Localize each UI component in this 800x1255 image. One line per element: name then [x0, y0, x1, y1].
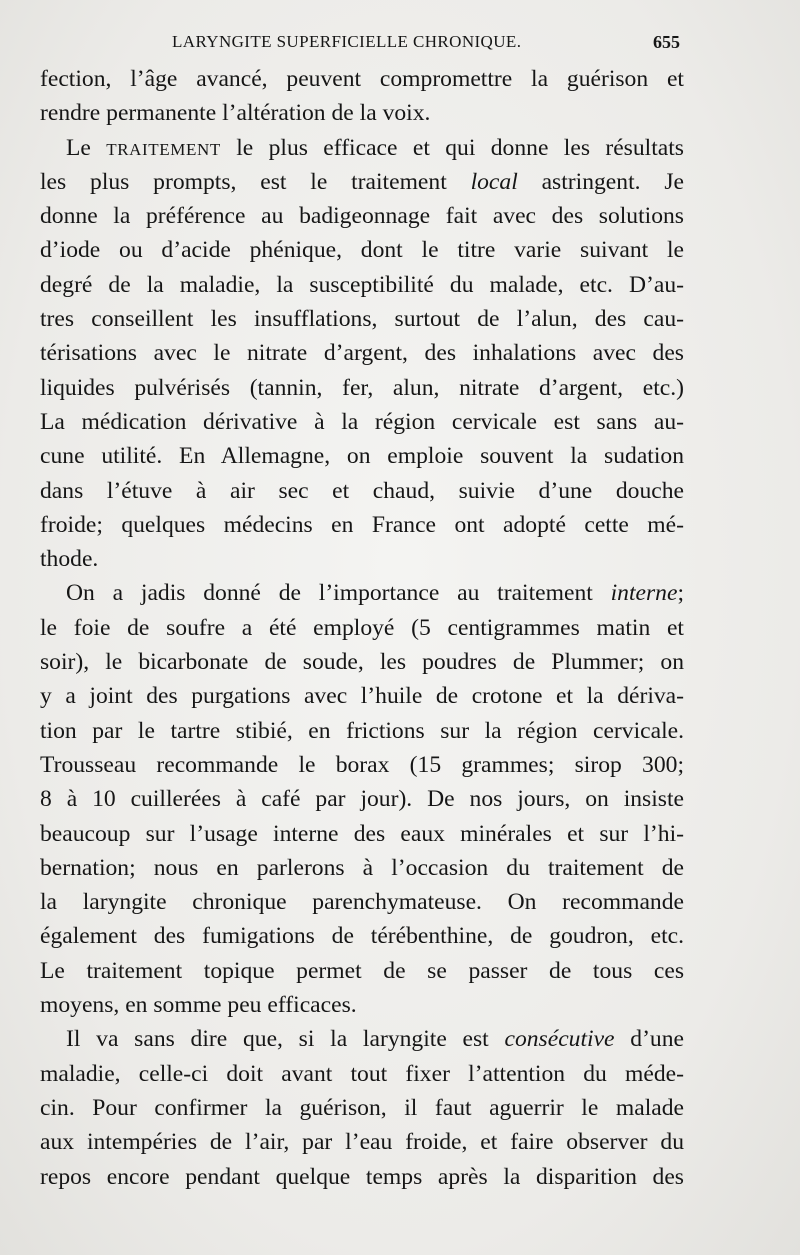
- text-line: froide; quelques médecins en France ont adopté cette mé-: [40, 511, 684, 538]
- text-line: y a joint des purgations avec l’huile de crotone et la dériva-: [40, 683, 684, 710]
- page-header: [150, 28, 680, 58]
- text-line: fection, l’âge avancé, peuvent compromettre la guérison et: [40, 66, 684, 92]
- paragraph-traitement: [40, 131, 684, 165]
- text-run: Le: [66, 134, 107, 161]
- text-run: les plus prompts, est le traitement: [40, 168, 471, 195]
- text-line: bernation; nous en parlerons à l’occasion du traitement de: [40, 854, 684, 881]
- text-line: maladie, celle-ci doit avant tout fixer l’attention du méde-: [40, 1060, 684, 1087]
- text-line: donne la préférence au badigeonnage fait avec des solutions: [40, 203, 684, 230]
- italic-term: local: [470, 168, 518, 195]
- text-line: rendre permanente l’altération de la voix.: [40, 100, 431, 127]
- small-caps-heading: traitement: [106, 134, 221, 161]
- running-title: LARYNGITE SUPERFICIELLE CHRONIQUE.: [172, 32, 522, 51]
- text-line: cin. Pour confirmer la guérison, il faut aguerrir le malade: [40, 1094, 684, 1121]
- text-line: moyens, en somme peu efficaces.: [40, 992, 357, 1019]
- text-line: degré de la maladie, la susceptibilité du malade, etc. D’au-: [40, 271, 684, 298]
- text-run: d’une: [614, 1026, 684, 1053]
- italic-term: interne: [610, 580, 678, 607]
- text-line: [40, 165, 684, 199]
- text-line: cune utilité. En Allemagne, on emploie souvent la sudation: [40, 443, 684, 470]
- text-line: soir), le bicarbonate de soude, les poudres de Plummer; on: [40, 649, 684, 676]
- text-line: liquides pulvérisés (tannin, fer, alun, nitrate d’argent, etc.): [40, 374, 684, 401]
- text-line: La médication dérivative à la région cervicale est sans au-: [40, 408, 684, 435]
- text-line: d’iode ou d’acide phénique, dont le titre varie suivant le: [40, 237, 684, 264]
- text-line: Le traitement topique permet de se passer de tous ces: [40, 957, 684, 984]
- italic-term: consécutive: [504, 1026, 615, 1053]
- paragraph-interne: [40, 576, 684, 610]
- body-text: [40, 62, 684, 1194]
- text-line: dans l’étuve à air sec et chaud, suivie d’une douche: [40, 477, 684, 504]
- text-line: tres conseillent les insufflations, surtout de l’alun, des cau-: [40, 306, 684, 333]
- text-line: Trousseau recommande le borax (15 grammes; sirop 300;: [40, 751, 684, 778]
- text-line: également des fumigations de térébenthine, de goudron, etc.: [40, 923, 684, 950]
- text-line: thode.: [40, 546, 99, 573]
- text-line: aux intempéries de l’air, par l’eau froide, et faire observer du: [40, 1129, 684, 1156]
- text-run: Il va sans dire que, si la laryngite est: [66, 1026, 505, 1053]
- text-line: la laryngite chronique parenchymateuse. On recommande: [40, 889, 684, 916]
- text-run: astringent. Je: [517, 168, 684, 195]
- text-line: le foie de soufre a été employé (5 centigrammes matin et: [40, 614, 684, 641]
- text-run: le plus efficace et qui donne les résultats: [220, 134, 684, 161]
- paragraph-consecutive: [40, 1022, 684, 1056]
- text-line: repos encore pendant quelque temps après la disparition des: [40, 1163, 684, 1190]
- text-line: tion par le tartre stibié, en frictions sur la région cervicale.: [40, 717, 684, 744]
- text-run: ;: [677, 580, 684, 607]
- page-number: 655: [653, 32, 680, 52]
- text-run: On a jadis donné de l’importance au traitement: [66, 580, 611, 607]
- text-line: 8 à 10 cuillerées à café par jour). De nos jours, on insiste: [40, 786, 684, 813]
- text-line: térisations avec le nitrate d’argent, des inhalations avec des: [40, 340, 684, 367]
- text-line: beaucoup sur l’usage interne des eaux minérales et sur l’hi-: [40, 820, 684, 847]
